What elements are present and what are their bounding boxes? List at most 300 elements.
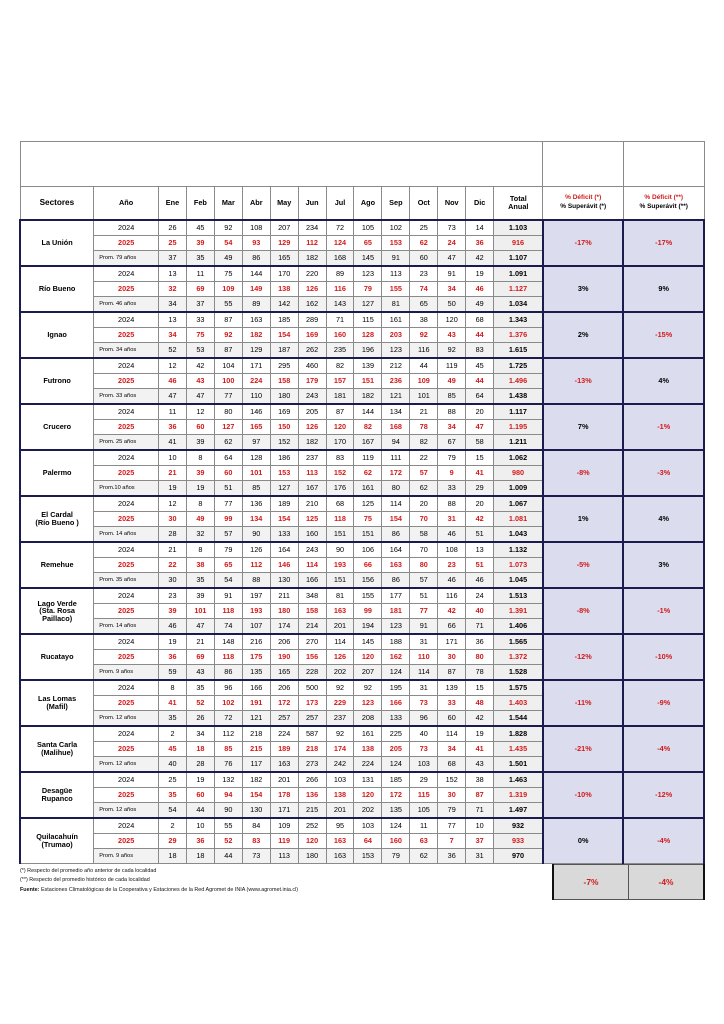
table-row (20, 266, 704, 282)
cell-total-anual: 1.043 (494, 527, 543, 543)
row-year-label: 2024 (94, 634, 159, 650)
cell-jul: 163 (326, 849, 354, 864)
cell-nov: 87 (438, 665, 466, 681)
row-year-label: 2024 (94, 772, 159, 788)
sector-name-2: Ignao (20, 312, 94, 358)
cell-ago: 75 (354, 512, 382, 527)
cell-nov: 68 (438, 757, 466, 773)
cell-feb: 11 (186, 266, 214, 282)
cell-jun: 266 (298, 772, 326, 788)
cell-sep: 212 (382, 358, 410, 374)
cell-ene: 25 (159, 236, 187, 251)
pct-previous-year-1: 3% (543, 266, 623, 312)
cell-abr: 166 (242, 680, 270, 696)
cell-oct: 78 (410, 420, 438, 435)
sector-name-7: Remehue (20, 542, 94, 588)
cell-mar: 76 (214, 757, 242, 773)
cell-may: 187 (270, 343, 298, 359)
cell-may: 171 (270, 803, 298, 819)
row-year-label: Prom. 46 años (94, 297, 159, 313)
pct-historic-1: 9% (623, 266, 704, 312)
cell-sep: 80 (382, 481, 410, 497)
sector-name-5: Palermo (20, 450, 94, 496)
pct-previous-year-12: -10% (543, 772, 623, 818)
cell-sep: 164 (382, 542, 410, 558)
column-header-pct-previous-year: % Déficit (*) % Superávit (*) (543, 187, 623, 221)
cell-jun: 243 (298, 389, 326, 405)
cell-ago: 127 (354, 297, 382, 313)
cell-oct: 110 (410, 650, 438, 665)
cell-abr: 197 (242, 588, 270, 604)
cell-mar: 55 (214, 818, 242, 834)
cell-ago: 208 (354, 711, 382, 727)
cell-nov: 31 (438, 512, 466, 527)
cell-ago: 131 (354, 772, 382, 788)
column-header-month-jun: Jun (298, 187, 326, 221)
cell-oct: 31 (410, 634, 438, 650)
cell-nov: 49 (438, 374, 466, 389)
cell-nov: 88 (438, 404, 466, 420)
cell-dic: 80 (466, 650, 494, 665)
cell-jun: 126 (298, 420, 326, 435)
cell-oct: 31 (410, 680, 438, 696)
cell-may: 180 (270, 389, 298, 405)
cell-oct: 101 (410, 389, 438, 405)
cell-jul: 82 (326, 358, 354, 374)
cell-sep: 172 (382, 788, 410, 803)
cell-nov: 85 (438, 389, 466, 405)
cell-jun: 180 (298, 849, 326, 864)
cell-sep: 160 (382, 834, 410, 849)
cell-abr: 83 (242, 834, 270, 849)
pct-previous-year-13: 0% (543, 818, 623, 864)
cell-abr: 154 (242, 788, 270, 803)
cell-feb: 10 (186, 818, 214, 834)
cell-ago: 92 (354, 680, 382, 696)
cell-ago: 82 (354, 420, 382, 435)
row-year-label: Prom. 14 años (94, 619, 159, 635)
table-row (20, 450, 704, 466)
cell-jul: 201 (326, 619, 354, 635)
cell-jun: 179 (298, 374, 326, 389)
cell-ene: 29 (159, 834, 187, 849)
cell-may: 142 (270, 297, 298, 313)
cell-sep: 168 (382, 420, 410, 435)
cell-ago: 128 (354, 328, 382, 343)
cell-ago: 62 (354, 466, 382, 481)
cell-ago: 138 (354, 742, 382, 757)
cell-dic: 49 (466, 297, 494, 313)
row-year-label: 2024 (94, 404, 159, 420)
row-year-label: Prom. 33 años (94, 389, 159, 405)
column-header-total-anual: Total Anual (494, 187, 543, 221)
cell-may: 109 (270, 818, 298, 834)
cell-sep: 153 (382, 236, 410, 251)
row-year-label: 2025 (94, 742, 159, 757)
cell-dic: 44 (466, 328, 494, 343)
sector-name-1: Río Bueno (20, 266, 94, 312)
row-year-label: 2025 (94, 788, 159, 803)
row-year-label: 2025 (94, 466, 159, 481)
cell-jun: 289 (298, 312, 326, 328)
cell-feb: 43 (186, 665, 214, 681)
cell-jun: 214 (298, 619, 326, 635)
cell-abr: 85 (242, 481, 270, 497)
cell-oct: 44 (410, 358, 438, 374)
cell-may: 180 (270, 604, 298, 619)
cell-total-anual: 1.497 (494, 803, 543, 819)
table-row (20, 312, 704, 328)
row-year-label: Prom. 9 años (94, 665, 159, 681)
cell-ene: 59 (159, 665, 187, 681)
cell-jun: 136 (298, 788, 326, 803)
table-row (20, 496, 704, 512)
cell-jul: 120 (326, 420, 354, 435)
pct-historic-6: 4% (623, 496, 704, 542)
cell-abr: 126 (242, 542, 270, 558)
cell-ago: 207 (354, 665, 382, 681)
cell-dic: 24 (466, 588, 494, 604)
cell-nov: 139 (438, 680, 466, 696)
cell-sep: 124 (382, 665, 410, 681)
precipitation-table (19, 141, 705, 864)
cell-jul: 114 (326, 634, 354, 650)
cell-dic: 71 (466, 803, 494, 819)
row-year-label: 2025 (94, 374, 159, 389)
cell-oct: 23 (410, 266, 438, 282)
cell-jun: 182 (298, 435, 326, 451)
cell-jun: 237 (298, 450, 326, 466)
cell-abr: 163 (242, 312, 270, 328)
row-year-label: 2025 (94, 328, 159, 343)
cell-oct: 105 (410, 803, 438, 819)
cell-ene: 21 (159, 542, 187, 558)
cell-abr: 218 (242, 726, 270, 742)
cell-feb: 35 (186, 251, 214, 267)
cell-dic: 83 (466, 343, 494, 359)
row-year-label: 2024 (94, 358, 159, 374)
cell-dic: 51 (466, 527, 494, 543)
cell-feb: 33 (186, 312, 214, 328)
cell-ene: 11 (159, 404, 187, 420)
column-header-month-mar: Mar (214, 187, 242, 221)
cell-total-anual: 1.034 (494, 297, 543, 313)
cell-nov: 88 (438, 496, 466, 512)
row-year-label: Prom. 9 años (94, 849, 159, 864)
cell-jul: 89 (326, 266, 354, 282)
cell-ene: 37 (159, 251, 187, 267)
cell-nov: 23 (438, 558, 466, 573)
cell-feb: 69 (186, 650, 214, 665)
cell-ago: 120 (354, 650, 382, 665)
cell-ene: 39 (159, 604, 187, 619)
cell-abr: 107 (242, 619, 270, 635)
cell-feb: 32 (186, 527, 214, 543)
cell-abr: 89 (242, 297, 270, 313)
cell-dic: 38 (466, 772, 494, 788)
cell-total-anual: 1.828 (494, 726, 543, 742)
cell-total-anual: 1.091 (494, 266, 543, 282)
cell-jun: 243 (298, 542, 326, 558)
cell-mar: 57 (214, 527, 242, 543)
cell-oct: 57 (410, 466, 438, 481)
cell-may: 170 (270, 266, 298, 282)
cell-total-anual: 1.403 (494, 696, 543, 711)
cell-dic: 14 (466, 220, 494, 236)
cell-total-anual: 1.103 (494, 220, 543, 236)
cell-total-anual: 1.195 (494, 420, 543, 435)
cell-total-anual: 1.528 (494, 665, 543, 681)
cell-ago: 151 (354, 374, 382, 389)
cell-ago: 139 (354, 358, 382, 374)
cell-feb: 36 (186, 834, 214, 849)
cell-ago: 196 (354, 343, 382, 359)
cell-ene: 36 (159, 420, 187, 435)
cell-jun: 182 (298, 251, 326, 267)
table-row (20, 726, 704, 742)
cell-jun: 160 (298, 527, 326, 543)
cell-sep: 195 (382, 680, 410, 696)
cell-total-anual: 1.391 (494, 604, 543, 619)
cell-feb: 18 (186, 849, 214, 864)
pct-historic-9: -10% (623, 634, 704, 680)
cell-total-anual: 1.406 (494, 619, 543, 635)
cell-jul: 157 (326, 374, 354, 389)
cell-sep: 123 (382, 343, 410, 359)
cell-ene: 21 (159, 466, 187, 481)
column-header-month-sep: Sep (382, 187, 410, 221)
sector-name-10: Las Lomas (Mafil) (20, 680, 94, 726)
cell-feb: 21 (186, 634, 214, 650)
cell-ago: 153 (354, 849, 382, 864)
cell-ago: 105 (354, 220, 382, 236)
cell-oct: 63 (410, 834, 438, 849)
cell-nov: 119 (438, 358, 466, 374)
footer-area (19, 867, 705, 909)
pct-historic-8: -1% (623, 588, 704, 634)
column-header-month-jul: Jul (326, 187, 354, 221)
column-header-month-nov: Nov (438, 187, 466, 221)
pct-previous-year-2: 2% (543, 312, 623, 358)
column-header-pct-historic: % Déficit (**) % Superávit (**) (623, 187, 704, 221)
cell-feb: 39 (186, 435, 214, 451)
cell-oct: 91 (410, 619, 438, 635)
pct-previous-year-0: -17% (543, 220, 623, 266)
row-year-label: 2025 (94, 650, 159, 665)
cell-abr: 182 (242, 772, 270, 788)
cell-nov: 73 (438, 220, 466, 236)
sector-name-0: La Unión (20, 220, 94, 266)
cell-oct: 25 (410, 220, 438, 236)
cell-jul: 72 (326, 220, 354, 236)
cell-mar: 127 (214, 420, 242, 435)
cell-total-anual: 1.211 (494, 435, 543, 451)
cell-may: 224 (270, 726, 298, 742)
table-row (20, 680, 704, 696)
cell-may: 211 (270, 588, 298, 604)
cell-ene: 19 (159, 634, 187, 650)
cell-dic: 71 (466, 619, 494, 635)
column-header-month-ene: Ene (159, 187, 187, 221)
cell-oct: 70 (410, 542, 438, 558)
row-year-label: 2025 (94, 558, 159, 573)
cell-feb: 49 (186, 512, 214, 527)
cell-feb: 47 (186, 619, 214, 635)
source-text: Estaciones Climatológicas de la Cooperativa y Estaciones de la Red Agromet de INIA (www.agromet.inia.cl) (39, 886, 299, 893)
pct-historic-12: -12% (623, 772, 704, 818)
cell-dic: 36 (466, 634, 494, 650)
cell-abr: 215 (242, 742, 270, 757)
cell-jun: 126 (298, 282, 326, 297)
total-versus-previous-year: -7% (553, 865, 629, 900)
row-year-label: 2025 (94, 282, 159, 297)
cell-sep: 154 (382, 512, 410, 527)
cell-nov: 152 (438, 772, 466, 788)
cell-feb: 44 (186, 803, 214, 819)
cell-ene: 35 (159, 711, 187, 727)
cell-ago: 99 (354, 604, 382, 619)
cell-feb: 42 (186, 358, 214, 374)
cell-ago: 194 (354, 619, 382, 635)
sector-name-9: Rucatayo (20, 634, 94, 680)
cell-total-anual: 1.117 (494, 404, 543, 420)
cell-abr: 88 (242, 573, 270, 589)
sector-name-3: Futrono (20, 358, 94, 404)
pct-historic-7: 3% (623, 542, 704, 588)
cell-mar: 90 (214, 803, 242, 819)
cell-oct: 77 (410, 604, 438, 619)
cell-may: 164 (270, 542, 298, 558)
cell-jun: 218 (298, 742, 326, 757)
row-year-label: 2025 (94, 696, 159, 711)
row-year-label: 2024 (94, 312, 159, 328)
cell-jun: 173 (298, 696, 326, 711)
cell-jul: 201 (326, 803, 354, 819)
cell-mar: 112 (214, 726, 242, 742)
cell-sep: 163 (382, 558, 410, 573)
cell-dic: 19 (466, 726, 494, 742)
cell-nov: 34 (438, 420, 466, 435)
cell-sep: 94 (382, 435, 410, 451)
cell-total-anual: 1.725 (494, 358, 543, 374)
cell-jul: 81 (326, 588, 354, 604)
cell-ago: 120 (354, 788, 382, 803)
cell-total-anual: 1.009 (494, 481, 543, 497)
cell-jul: 92 (326, 680, 354, 696)
cell-jul: 126 (326, 650, 354, 665)
cell-dic: 10 (466, 818, 494, 834)
cell-abr: 97 (242, 435, 270, 451)
cell-nov: 36 (438, 849, 466, 864)
cell-jun: 205 (298, 404, 326, 420)
cell-may: 190 (270, 650, 298, 665)
pct-historic-4: -1% (623, 404, 704, 450)
cell-ene: 32 (159, 282, 187, 297)
cell-ago: 144 (354, 404, 382, 420)
cell-may: 174 (270, 619, 298, 635)
pct-previous-year-10: -11% (543, 680, 623, 726)
cell-mar: 80 (214, 404, 242, 420)
cell-abr: 129 (242, 343, 270, 359)
cell-jul: 124 (326, 236, 354, 251)
cell-mar: 77 (214, 496, 242, 512)
cell-ene: 41 (159, 696, 187, 711)
cell-ene: 13 (159, 312, 187, 328)
cell-jul: 71 (326, 312, 354, 328)
table-row (20, 818, 704, 834)
cell-oct: 21 (410, 404, 438, 420)
cell-jul: 229 (326, 696, 354, 711)
cell-nov: 92 (438, 343, 466, 359)
footnote-source (20, 886, 298, 895)
cell-feb: 53 (186, 343, 214, 359)
row-year-label: Prom. 34 años (94, 343, 159, 359)
row-year-label: 2024 (94, 726, 159, 742)
cell-dic: 51 (466, 558, 494, 573)
cell-may: 206 (270, 680, 298, 696)
cell-jul: 242 (326, 757, 354, 773)
footnote-2: (**) Respecto del promedio histórico de cada localidad (20, 877, 150, 884)
cell-ene: 8 (159, 680, 187, 696)
cell-total-anual: 1.062 (494, 450, 543, 466)
cell-ene: 30 (159, 512, 187, 527)
pct-previous-year-6: 1% (543, 496, 623, 542)
cell-total-anual: 1.045 (494, 573, 543, 589)
cell-jun: 114 (298, 558, 326, 573)
cell-mar: 91 (214, 588, 242, 604)
cell-nov: 114 (438, 726, 466, 742)
cell-jun: 167 (298, 481, 326, 497)
cell-nov: 33 (438, 481, 466, 497)
cell-total-anual: 970 (494, 849, 543, 864)
row-year-label: 2024 (94, 496, 159, 512)
cell-total-anual: 1.496 (494, 374, 543, 389)
cell-ene: 47 (159, 389, 187, 405)
cell-total-anual: 1.343 (494, 312, 543, 328)
cell-ago: 182 (354, 389, 382, 405)
table-row (20, 588, 704, 604)
cell-jul: 118 (326, 512, 354, 527)
cell-jul: 170 (326, 435, 354, 451)
cell-total-anual: 980 (494, 466, 543, 481)
cell-may: 206 (270, 634, 298, 650)
cell-abr: 191 (242, 696, 270, 711)
cell-sep: 86 (382, 573, 410, 589)
cell-mar: 86 (214, 665, 242, 681)
cell-total-anual: 1.081 (494, 512, 543, 527)
cell-jul: 202 (326, 665, 354, 681)
column-header-month-may: May (270, 187, 298, 221)
cell-may: 163 (270, 757, 298, 773)
cell-feb: 35 (186, 573, 214, 589)
cell-mar: 85 (214, 742, 242, 757)
cell-feb: 8 (186, 496, 214, 512)
cell-sep: 172 (382, 466, 410, 481)
cell-oct: 115 (410, 788, 438, 803)
cell-jun: 348 (298, 588, 326, 604)
cell-mar: 118 (214, 650, 242, 665)
cell-dic: 20 (466, 496, 494, 512)
cell-feb: 8 (186, 450, 214, 466)
cell-jul: 143 (326, 297, 354, 313)
cell-ago: 119 (354, 450, 382, 466)
cell-mar: 104 (214, 358, 242, 374)
cell-jun: 270 (298, 634, 326, 650)
cell-nov: 116 (438, 588, 466, 604)
row-year-label: 2025 (94, 420, 159, 435)
cell-mar: 94 (214, 788, 242, 803)
cell-jul: 152 (326, 466, 354, 481)
